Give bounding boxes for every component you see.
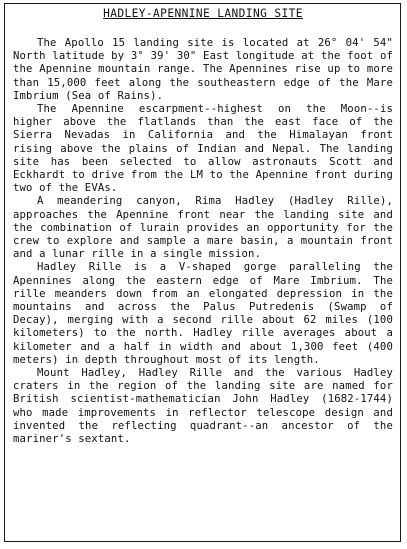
paragraph-rima-hadley: A meandering canyon, Rima Hadley (Hadley Rille), approaches the Apennine front near the landing site and the combination of lurain provides an opportunity for the crew to explore and sample a mare basin, a mountain front and a lunar rille in a single mission. — [13, 195, 393, 261]
paragraph-apennine-escarpment: The Apennine escarpment--highest on the Moon--is higher above the flatlands than the east face of the Sierra Nevadas in California and the Himalayan front rising above the plains of Indian and Nepal. The landing site has been selected to allow astronauts Scott and Eckhardt to drive from the LM to the Apennine front during two of the EVAs. — [13, 103, 393, 195]
paragraph-john-hadley: Mount Hadley, Hadley Rille and the various Hadley craters in the region of the landing site are named for British scientist-mathematician John Hadley (1682-1744) who made improvements in reflector telescope design and invented the reflecting quadrant--an ancestor of the mariner's sextant. — [13, 367, 393, 446]
document-title: HADLEY-APENNINE LANDING SITE — [103, 7, 303, 20]
paragraph-hadley-rille: Hadley Rille is a V-shaped gorge paralleling the Apennines along the eastern edge of Mare Imbrium. The rille meanders down from an elongated depression in the mountains and across the Palus Putredenis (Swamp of Decay), merging with a second rille about 62 miles (100 kilometers) to the north. Hadley rille averages about a kilometer and a half in width and about 1,300 feet (400 meters) in depth throughout most of its length. — [13, 261, 393, 366]
document-frame — [4, 3, 401, 542]
paragraph-landing-site-location: The Apollo 15 landing site is located at 26° 04' 54" North latitude by 3° 39' 30" East longitude at the foot of the Apennine mountain range. The Apennines rise up to more than 15,000 feet along the southeastern edge of the Mare Imbrium (Sea of Rains). — [13, 37, 393, 102]
